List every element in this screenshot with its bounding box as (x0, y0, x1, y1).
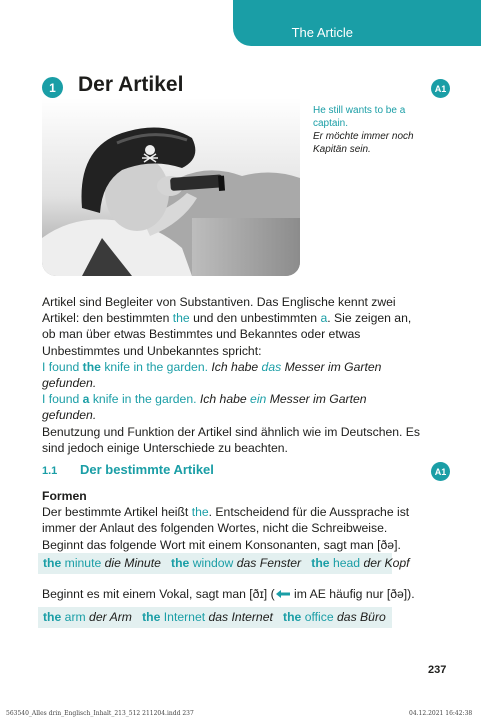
english-word: arm (61, 610, 86, 624)
intro-paragraph-2: Benutzung und Funktion der Artikel sind ähnlich wie im Deutschen. Es sind jedoch einige Unterschiede zu beachten. (42, 424, 421, 455)
arrow-left-icon (275, 588, 291, 602)
text-run: Artikel sind Begleiter von Substantiven. Das Englische kennt zwei Artikel: den bestimmten (42, 295, 396, 326)
example-box-consonant (38, 553, 410, 574)
text-run: Beginnt es mit einem Vokal, sagt man [ðɪ] ( (42, 587, 275, 601)
english-word: Internet (160, 610, 206, 624)
article-the: the (172, 311, 190, 326)
print-footer-date: 04.12.2021 16:42:38 (409, 710, 473, 717)
text-run: Der bestimmte Artikel heißt (42, 505, 192, 520)
text-run: Ich habe (208, 359, 262, 374)
article-the: the (283, 610, 302, 624)
english-word: office (301, 610, 334, 624)
chapter-number-badge: 1 (42, 77, 63, 98)
text-run: knife in the garden. (89, 392, 197, 407)
german-word: das Büro (333, 610, 386, 624)
intro-text (42, 294, 424, 456)
section-number: 1.1 (42, 465, 58, 477)
text-run: und den unbestimmten (189, 311, 321, 326)
example-sentence-2 (42, 391, 424, 423)
english-word: minute (61, 556, 102, 570)
formen-block (42, 488, 426, 553)
text-run: . Sie zeigen an, ob man über etwas Bestimmtes und Bekanntes oder etwas Unbestimmtes und Unbekanntes spricht: (42, 311, 412, 358)
text-run: . Entscheidend für die Aussprache ist immer der Anlaut des folgenden Wortes, nicht die Schreibweise. Beginnt das folgende Wort mit einem Konsonanten, sagt man [ðə]. (42, 505, 410, 552)
text-run: I found (42, 359, 83, 374)
text-run: Ich habe (196, 392, 251, 407)
formen-heading: Formen (42, 489, 87, 503)
article-ein: ein (250, 392, 267, 407)
print-footer-file: 563540_Alles drin_Englisch_Inhalt_213_512 211204.indd 237 (6, 710, 194, 717)
english-word: head (329, 556, 361, 570)
example-item (142, 610, 273, 624)
article-the: the (43, 556, 62, 570)
text-run: knife in the garden. (100, 359, 209, 374)
text-run: im AE häufig nur [ðə]). (290, 587, 415, 601)
header-tab-title: The Article (291, 25, 353, 40)
article-a: a (320, 311, 328, 326)
formen-paragraph (42, 504, 426, 553)
photo-caption (313, 104, 423, 156)
article-the: the (142, 610, 161, 624)
example-item (171, 556, 301, 570)
article-the: the (311, 556, 330, 570)
vowel-rule (42, 587, 415, 602)
german-word: das Internet (205, 610, 273, 624)
caption-english: He still wants to be a captain. (313, 105, 406, 129)
example-item (43, 556, 161, 570)
example-item (311, 556, 409, 570)
section-title: Der bestimmte Artikel (80, 462, 214, 477)
example-item (283, 610, 386, 624)
level-badge: A1 (431, 79, 450, 98)
intro-paragraph (42, 294, 424, 359)
german-word: der Arm (85, 610, 132, 624)
caption-german: Er möchte immer noch Kapitän sein. (313, 131, 414, 155)
article-das: das (261, 359, 282, 374)
level-badge: A1 (431, 462, 450, 481)
example-item (43, 610, 132, 624)
example-sentence-1 (42, 359, 424, 391)
pirate-boy-illustration (42, 98, 300, 276)
page-number: 237 (428, 664, 447, 676)
german-word: das Fenster (233, 556, 302, 570)
text-run: I found (42, 392, 83, 407)
chapter-title: Der Artikel (78, 73, 184, 96)
article-a: a (82, 392, 90, 407)
english-word: window (189, 556, 234, 570)
article-the: the (82, 359, 101, 374)
article-the: the (191, 505, 209, 520)
article-the: the (43, 610, 62, 624)
header-tab (233, 0, 481, 46)
text-run: Messer im Garten gefunden. (42, 359, 382, 391)
text-run: Messer im Garten gefunden. (42, 392, 367, 423)
german-word: der Kopf (360, 556, 410, 570)
german-word: die Minute (101, 556, 161, 570)
pirate-boy-photo (42, 98, 300, 276)
article-the: the (171, 556, 190, 570)
example-box-vowel (38, 607, 392, 628)
